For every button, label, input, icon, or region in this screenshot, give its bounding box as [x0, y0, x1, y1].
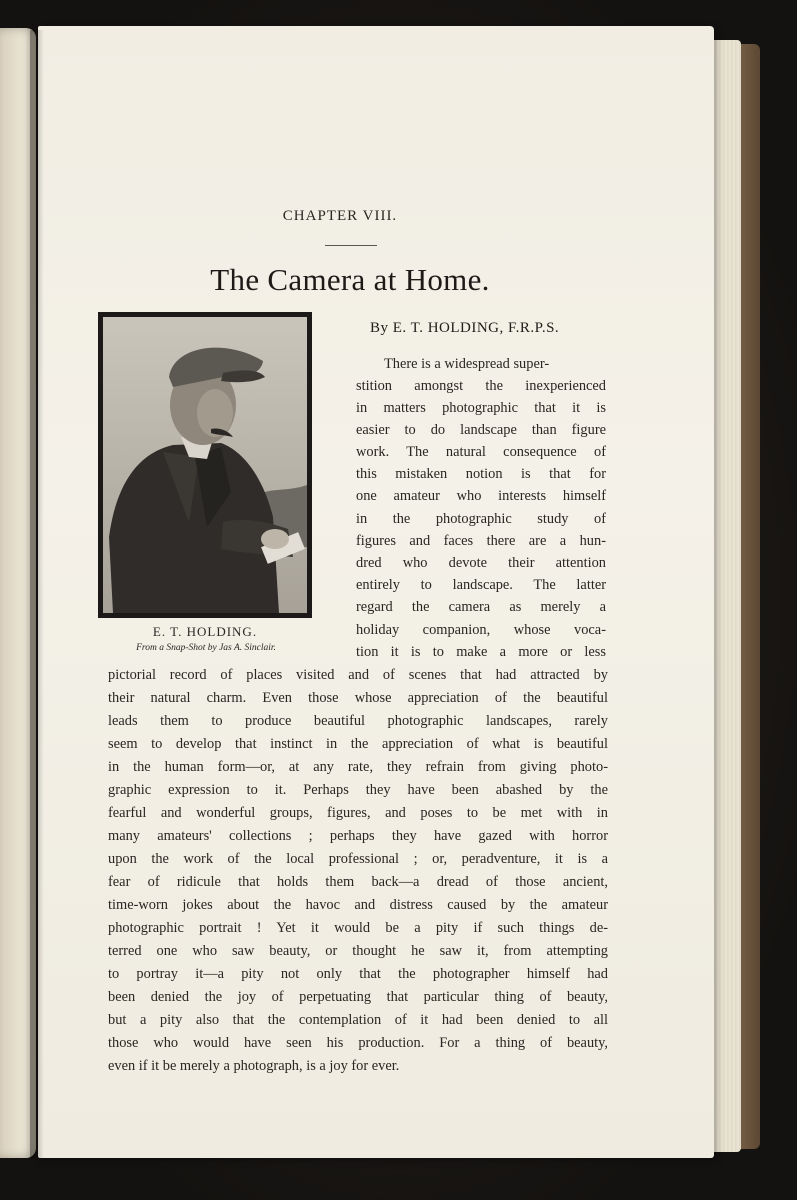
text-line: figures and faces there are a hun- — [356, 533, 606, 549]
text-line: fear of ridicule that holds them back—a dread of those ancient, — [108, 874, 608, 890]
text-line: dred who devote their attention — [356, 555, 606, 571]
text-line: their natural charm. Even those whose appreciation of the beautiful — [108, 690, 608, 706]
photo-caption-credit: From a Snap-Shot by Jas A. Sinclair. — [136, 643, 276, 653]
text-line: but a pity also that the contemplation of it had been denied to all — [108, 1012, 608, 1028]
text-line: photographic portrait ! Yet it would be a pity if such things de- — [108, 920, 608, 936]
portrait-photo — [103, 317, 307, 613]
chapter-rule — [325, 245, 377, 246]
text-line: in matters photographic that it is — [356, 400, 606, 416]
text-line: been denied the joy of perpetuating that particular thing of beauty, — [108, 989, 608, 1005]
text-line: in the human form—or, at any rate, they refrain from giving photo- — [108, 759, 608, 775]
text-line: upon the work of the local professional ; or, peradventure, it is a — [108, 851, 608, 867]
text-line: fearful and wonderful groups, figures, and poses to be met with in — [108, 805, 608, 821]
text-line: stition amongst the inexperienced — [356, 378, 606, 394]
text-line: leads them to produce beautiful photographic landscapes, rarely — [108, 713, 608, 729]
text-line: seem to develop that instinct in the appreciation of what is beautiful — [108, 736, 608, 752]
article-title: The Camera at Home. — [210, 262, 490, 297]
text-line: terred one who saw beauty, or thought he saw it, from attempting — [108, 943, 608, 959]
text-line: holiday companion, whose voca- — [356, 622, 606, 638]
text-line: There is a widespread super- — [384, 356, 550, 372]
text-line: tion it is to make a more or less — [356, 644, 606, 660]
author-byline: By E. T. HOLDING, F.R.P.S. — [370, 320, 560, 336]
text-line: time-worn jokes about the havoc and distress caused by the amateur — [108, 897, 608, 913]
text-line: easier to do landscape than figure — [356, 422, 606, 438]
text-line: even if it be merely a photograph, is a joy for ever. — [108, 1058, 400, 1074]
text-line: pictorial record of places visited and of scenes that had attracted by — [108, 667, 608, 683]
spine-gutter — [30, 30, 44, 1158]
photo-caption-name: E. T. HOLDING. — [152, 624, 258, 639]
text-line: those who would have seen his production. For a thing of beauty, — [108, 1035, 608, 1051]
text-line: in the photographic study of — [356, 511, 606, 527]
text-line: this mistaken notion is that for — [356, 466, 606, 482]
text-line: work. The natural consequence of — [356, 444, 606, 460]
text-line: entirely to landscape. The latter — [356, 577, 606, 593]
chapter-heading: CHAPTER VIII. — [282, 208, 398, 224]
text-line: one amateur who interests himself — [356, 488, 606, 504]
text-line: regard the camera as merely a — [356, 599, 606, 615]
text-line: graphic expression to it. Perhaps they have been abashed by the — [108, 782, 608, 798]
text-line: to portray it—a pity not only that the photographer himself had — [108, 966, 608, 982]
text-line: many amateurs' collections ; perhaps they have gazed with horror — [108, 828, 608, 844]
